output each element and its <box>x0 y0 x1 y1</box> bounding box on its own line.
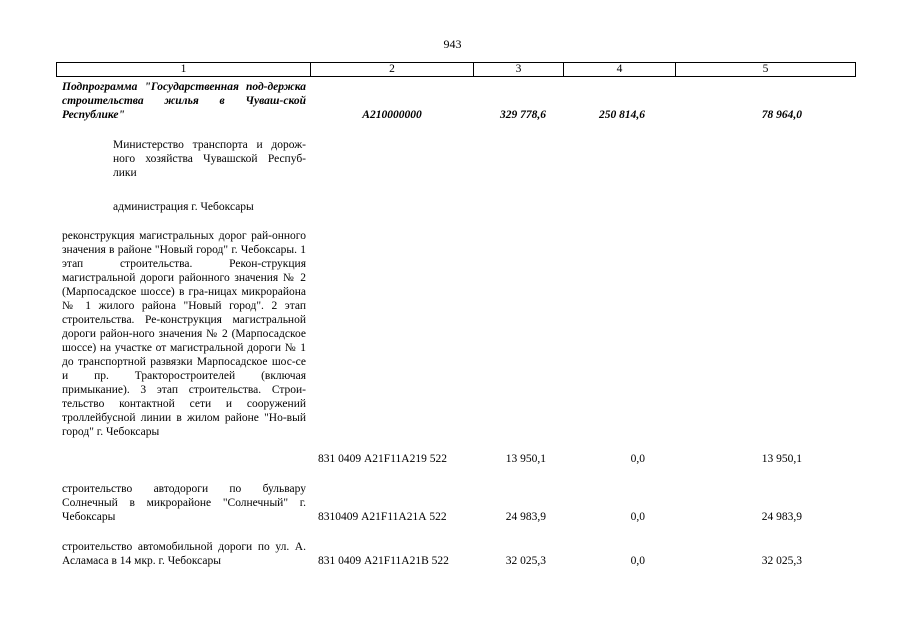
administration-label: администрация г. Чебоксары <box>113 201 254 213</box>
row-code: 831 0409 А21F11А21В 522 <box>318 555 449 567</box>
subprogram-title: Подпрограмма "Государственная под-держка строительства жилья в Чуваш-ской Республике" <box>62 81 306 121</box>
subprogram-col4: 250 814,6 <box>599 109 645 121</box>
row-col4: 0,0 <box>630 555 645 567</box>
row-description: строительство автодороги по бульвару Солнечный в микрорайоне "Солнечный" г. Чебоксары <box>62 483 306 523</box>
row-code: 831 0409 А21F11А219 522 <box>318 453 447 465</box>
row-col5: 32 025,3 <box>761 555 802 567</box>
row-description: строительство автомобильной дороги по ул. А. Асламаса в 14 мкр. г. Чебоксары <box>62 541 306 567</box>
subprogram-col3: 329 778,6 <box>500 109 546 121</box>
row-col3: 32 025,3 <box>505 555 546 567</box>
row-col4: 0,0 <box>630 453 645 465</box>
subprogram-col5: 78 964,0 <box>761 109 802 121</box>
row-col5: 24 983,9 <box>761 511 802 523</box>
header-col-1: 1 <box>56 62 311 77</box>
header-col-2: 2 <box>310 62 474 77</box>
row-code: 8310409 А21F11А21А 522 <box>318 511 447 523</box>
row-description: реконструкция магистральных дорог рай-онного значения в районе "Новый город" г. Чебоксары. 1 этап строительства. Рекон-струкция магистральной дороги районного значения № 2 (Марпосадское шоссе) в гра-ницах микрорайона № 1 жилого района "Новый город". 2 этап строительства. Ре-конструкция магистральной дороги район-ного значения № 2 (Марпосадское шоссе) на участке от магистральной дороги № 1 до транспортной развязки Марпосадское шос-се и пр. Тракторостроителей (включая примыкание). 3 этап строительства. Строи-тельство контактной сети и сооружений троллейбусной линии в жилом районе "Но-вый город" г. Чебоксары <box>62 230 306 438</box>
row-col5: 13 950,1 <box>761 453 802 465</box>
subprogram-code: А210000000 <box>362 109 422 121</box>
header-col-3: 3 <box>473 62 564 77</box>
row-col3: 13 950,1 <box>505 453 546 465</box>
page-number: 943 <box>443 37 462 51</box>
row-col4: 0,0 <box>630 511 645 523</box>
ministry-label: Министерство транспорта и дорож-ного хозяйства Чувашской Респуб-лики <box>113 139 306 179</box>
row-col3: 24 983,9 <box>505 511 546 523</box>
header-col-5: 5 <box>675 62 856 77</box>
header-col-4: 4 <box>563 62 676 77</box>
